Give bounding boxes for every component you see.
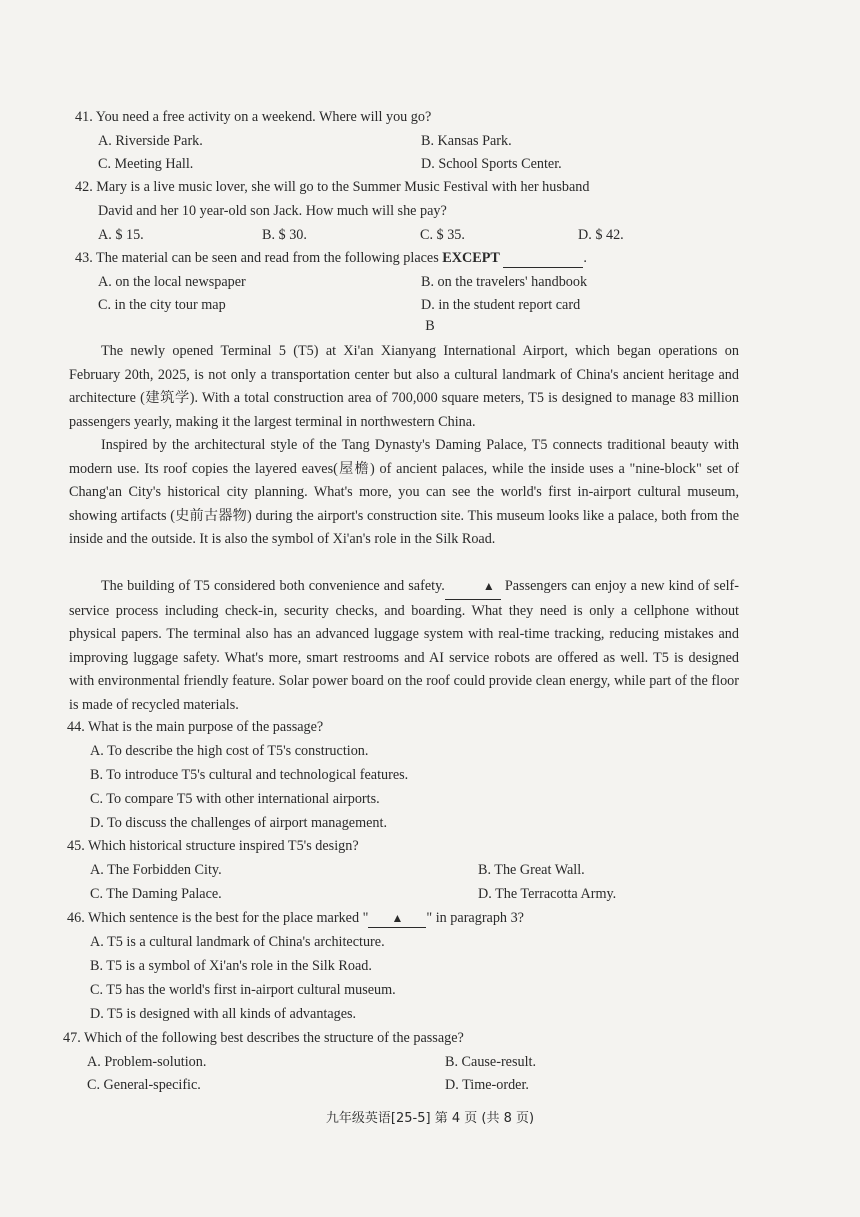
q41-option-a: A. Riverside Park. bbox=[98, 133, 203, 149]
q42-option-a: A. $ 15. bbox=[98, 227, 144, 243]
passage-paragraph-1: The newly opened Terminal 5 (T5) at Xi'an Xianyang International Airport, which began operations on February 20th, 2025, is not only a transportation center but also a cultural landmark of China's ancient heritage and architecture (建筑学). With a total construction area of 700,000 square meters, T5 is designed to manage 83 million passengers yearly, making it the largest terminal in northwestern China. bbox=[69, 343, 739, 430]
triangle-mark-icon: ▲ bbox=[391, 911, 404, 925]
q45-option-d: D. The Terracotta Army. bbox=[478, 886, 617, 902]
q47-option-b: B. Cause-result. bbox=[445, 1054, 537, 1070]
q41-stem: 41. You need a free activity on a weekend. Where will you go? bbox=[75, 109, 432, 125]
passage-paragraph-2: Inspired by the architectural style of the Tang Dynasty's Daming Palace, T5 connects traditional beauty with modern use. Its roof copies the layered eaves(屋檐) of ancient palaces, while the inside uses a "nine-block" set of Chang'an City's historical city planning. What's more, you can see the world's first in-airport cultural museum, showing artifacts (史前古器物) during the airport's construction site. This museum looks like a palace, both from the inside and the outside. It is also the symbol of Xi'an's role in the Silk Road. bbox=[69, 437, 739, 548]
p3-text-after: Passengers can enjoy a new kind of self-service process including check-in, security checks, and boarding. What they need is only a cellphone without physical papers. The terminal also has an advanced luggage system with real-time tracking, reducing mistakes and improving luggage safety. What's more, smart restrooms and AI service robots are offered as well. T5 is designed with environmental friendly feature. Solar power board on the roof could provide clean energy, while part of the floor is made of recycled materials. bbox=[69, 578, 740, 713]
q45-option-c: C. The Daming Palace. bbox=[90, 886, 222, 902]
q47-stem: 47. Which of the following best describes the structure of the passage? bbox=[63, 1030, 464, 1046]
triangle-mark-icon: ▲ bbox=[482, 579, 495, 593]
q43-option-b: B. on the travelers' handbook bbox=[421, 274, 588, 290]
passage-paragraph-3 bbox=[69, 575, 739, 718]
q42-stem-line2: David and her 10 year-old son Jack. How much will she pay? bbox=[98, 203, 447, 219]
q45-option-b: B. The Great Wall. bbox=[478, 862, 585, 878]
p3-blank-marker bbox=[445, 575, 501, 600]
q47-option-d: D. Time-order. bbox=[445, 1077, 529, 1093]
p3-text-before: The building of T5 considered both convenience and safety. bbox=[101, 578, 445, 594]
q41-option-d: D. School Sports Center. bbox=[421, 156, 562, 172]
section-label: B bbox=[425, 318, 435, 334]
page-footer: 九年级英语[25-5] 第 4 页 (共 8 页) bbox=[325, 1111, 535, 1126]
q46-option-b: B. T5 is a symbol of Xi'an's role in the Silk Road. bbox=[90, 958, 372, 974]
q42-option-c: C. $ 35. bbox=[420, 227, 465, 243]
q43-except-keyword: EXCEPT bbox=[442, 250, 500, 266]
q46-stem bbox=[67, 909, 524, 928]
q46-option-c: C. T5 has the world's first in-airport cultural museum. bbox=[90, 982, 396, 998]
q45-option-a: A. The Forbidden City. bbox=[90, 862, 222, 878]
q43-stem-end: . bbox=[583, 250, 587, 266]
q42-stem-line1: 42. Mary is a live music lover, she will go to the Summer Music Festival with her husband bbox=[75, 179, 590, 195]
q44-option-c: C. To compare T5 with other international airports. bbox=[90, 791, 380, 807]
q46-option-a: A. T5 is a cultural landmark of China's architecture. bbox=[90, 934, 385, 950]
q46-stem-before: 46. Which sentence is the best for the place marked " bbox=[67, 910, 369, 926]
q44-stem: 44. What is the main purpose of the passage? bbox=[67, 719, 324, 735]
q41-option-b: B. Kansas Park. bbox=[421, 133, 512, 149]
q44-option-b: B. To introduce T5's cultural and technological features. bbox=[90, 767, 409, 783]
q43-option-c: C. in the city tour map bbox=[98, 297, 226, 313]
q46-option-d: D. T5 is designed with all kinds of advantages. bbox=[90, 1006, 357, 1022]
q46-blank-marker bbox=[368, 909, 426, 928]
q46-stem-after: " in paragraph 3? bbox=[426, 910, 524, 926]
q47-option-a: A. Problem-solution. bbox=[87, 1054, 207, 1070]
q41-option-c: C. Meeting Hall. bbox=[98, 156, 194, 172]
q45-stem: 45. Which historical structure inspired T5's design? bbox=[67, 838, 359, 854]
q43-option-d: D. in the student report card bbox=[421, 297, 581, 313]
q43-answer-blank bbox=[503, 249, 583, 268]
q47-option-c: C. General-specific. bbox=[87, 1077, 201, 1093]
q43-stem bbox=[75, 249, 587, 268]
q44-option-d: D. To discuss the challenges of airport management. bbox=[90, 815, 387, 831]
q42-option-d: D. $ 42. bbox=[578, 227, 624, 243]
q44-option-a: A. To describe the high cost of T5's construction. bbox=[90, 743, 369, 759]
q42-option-b: B. $ 30. bbox=[262, 227, 307, 243]
q43-option-a: A. on the local newspaper bbox=[98, 274, 246, 290]
q43-stem-text: 43. The material can be seen and read from the following places bbox=[75, 250, 439, 266]
